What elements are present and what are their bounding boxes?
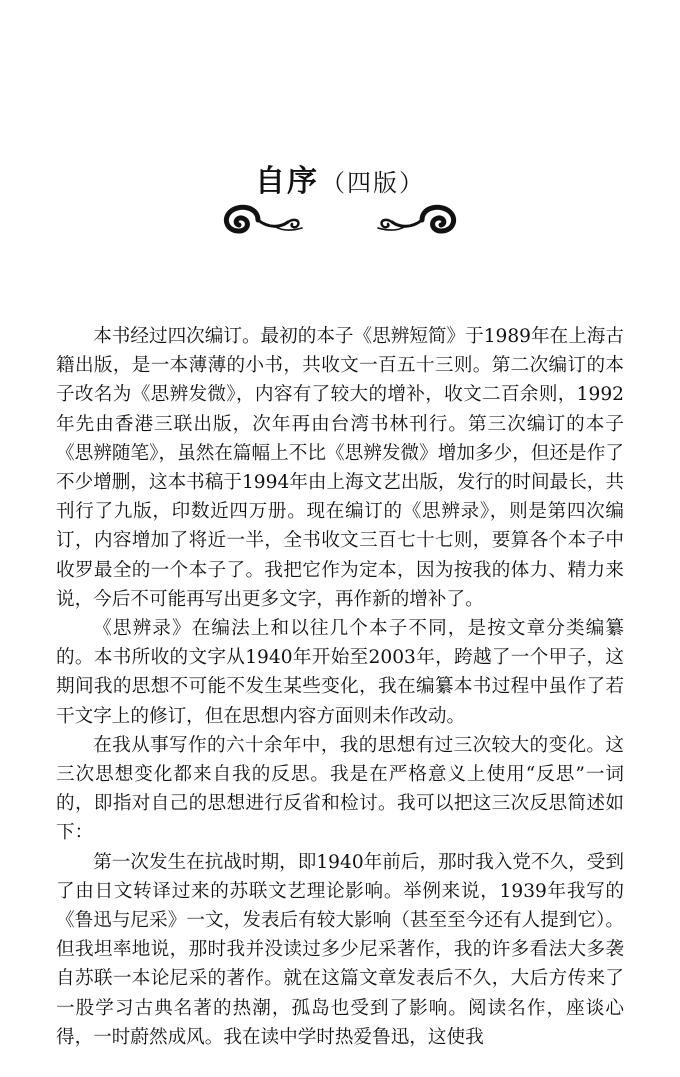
preface-body [56, 322, 624, 1052]
chapter-title-subtitle: （四版） [321, 169, 425, 197]
paragraph-1: 本书经过四次编订。最初的本子《思辨短简》于1989年在上海古籍出版，是一本薄薄的小书，共收文一百五十三则。第二次编订的本子改名为《思辨发微》，内容有了较大的增补，收文二百余则，1992年先由香港三联出版，次年再由台湾书林刊行。第三次编订的本子《思辨随笔》，虽然在篇幅上不比《思辨发微》增加多少，但还是作了不少增删，这本书稿于1994年由上海文艺出版，发行的时间最长，共刊行了九版，印数近四万册。现在编订的《思辨录》，则是第四次编订，内容增加了将近一半，全书收文三百七十七则，要算各个本子中收罗最全的一个本子了。我把它作为定本，因为按我的体力、精力来说，今后不可能再写出更多文字，再作新的增补了。 [56, 326, 624, 610]
paragraph-4: 第一次发生在抗战时期，即1940年前后，那时我入党不久，受到了由日文转译过来的苏联文艺理论影响。举例来说，1939年我写的《鲁迅与尼采》一文，发表后有较大影响（甚至至今还有人提到它）。但我坦率地说，那时我并没读过多少尼采著作，我的许多看法大多袭自苏联一本论尼采的著作。就在这篇文章发表后不久，大后方传来了一股学习古典名著的热潮，孤岛也受到了影响。阅读名作，座谈心得，一时蔚然成风。我在读中学时热爱鲁迅，这使我 [56, 851, 624, 1048]
chapter-title-main: 自序 [255, 164, 319, 199]
cloud-ornament-icon [218, 198, 462, 240]
chapter-title [0, 156, 680, 200]
paragraph-3: 在我从事写作的六十余年中，我的思想有过三次较大的变化。这三次思想变化都来自我的反思。我是在严格意义上使用“反思”一词的，即指对自己的思想进行反省和检讨。我可以把这三次反思简述如下： [56, 734, 624, 844]
paragraph-2: 《思辨录》在编法上和以往几个本子不同，是按文章分类编纂的。本书所收的文字从1940年开始至2003年，跨越了一个甲子，这期间我的思想不可能不发生某些变化，我在编纂本书过程中虽作了若干文字上的修订，但在思想内容方面则未作改动。 [56, 618, 624, 727]
